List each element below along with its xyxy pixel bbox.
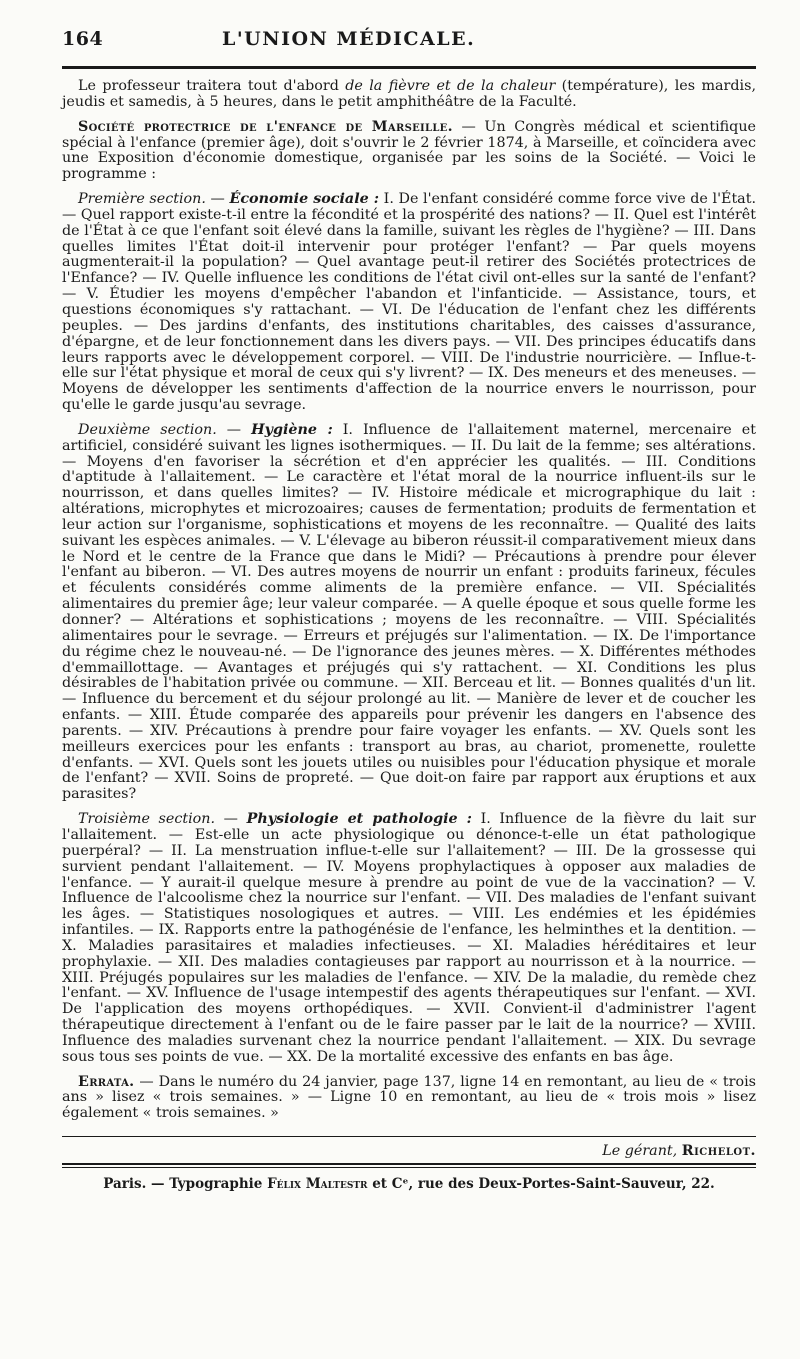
section-paragraph-1: Première section. — Économie sociale : I. De l'enfant considéré comme force vive de l'État. — Quel rapport existe-t-il entre la fécondité et la prospérité des nations? — II. Quel est l'intérêt de l'État à ce que l'enfant soit élevé dans la famille, suivant les règles de l'hygiène? — III. Dans quelles limites l'État doit-il intervenir pour protéger l'enfant? — Par quels moyens augmenterait-il la population? — Quel avantage peut-il retirer des Sociétés protectrices de l'Enfance? — IV. Quelle influence les conditions de l'état civil ont-elles sur la santé de l'enfant? — V. Étudier les moyens d'empêcher l'abandon et l'infanticide. — Assistance, tours, et questions économiques s'y rattachant. — VI. De l'éducation de l'enfant chez les différents peuples. — Des jardins d'enfants, des institutions charitables, des caisses d'assurance, d'épargne, et de leur fonctionnement dans les divers pays. — VII. Des principes éducatifs dans leurs rapports avec le développement corporel. — VIII. De l'industrie nourricière. — Influe-t-elle sur l'état physique et moral de ceux qui s'y livrent? — IX. Des meneurs et des meneuses. — Moyens de développer les sentiments d'affection de la nourrice envers le nourrisson, pour qu'elle le garde jusqu'au sevrage. bbox=[62, 191, 756, 414]
printer-imprint: Paris. — Typographie Félix Maltestr et Cᵉ, rue des Deux-Portes-Saint-Sauveur, 22. bbox=[103, 1176, 715, 1193]
section-subtitle: Hygiène : bbox=[251, 421, 333, 438]
printer-name: Félix Maltestr bbox=[267, 1176, 368, 1193]
body-text bbox=[62, 79, 756, 1122]
page-header bbox=[62, 28, 756, 58]
signature-name: Richelot. bbox=[681, 1143, 756, 1160]
errata-paragraph: Errata. — Dans le numéro du 24 janvier, page 137, ligne 14 en remontant, au lieu de « trois ans » lisez « trois semaines. » — Ligne 10 en remontant, au lieu de « trois mois » lisez également « trois semaines. » bbox=[62, 1073, 756, 1122]
signature-role: Le gérant, bbox=[602, 1143, 678, 1160]
announcement-paragraph: Société protectrice de l'enfance de Marseille. — Un Congrès médical et scientifique spécial à l'enfance (premier âge), doit s'ouvrir le 2 février 1874, à Marseille, et coïncidera avec une Exposition d'économie domestique, organisée par les soins de la Société. — Voici le programme : bbox=[62, 118, 757, 183]
section-subtitle: Physiologie et pathologie : bbox=[246, 811, 472, 828]
intro-paragraph: Le professeur traitera tout d'abord de la fièvre et de la chaleur (température), les mardis, jeudis et samedis, à 5 heures, dans le petit amphithéâtre de la Faculté. bbox=[62, 78, 756, 110]
announcement-label: Société protectrice de l'enfance de Marseille. bbox=[78, 118, 453, 135]
section-paragraph-3: Troisième section. — Physiologie et pathologie : I. Influence de la fièvre du lait sur l'allaitement. — Est-elle un acte physiologique ou dénonce-t-elle un état pathologique puerpéral? — II. La menstruation influe-t-elle sur l'allaitement? — III. De la grossesse qui survient pendant l'allaitement. — IV. Moyens prophylactiques à opposer aux maladies de l'enfance. — Y aurait-il quelque mesure à prendre au point de vue de la vaccination? — V. Influence de l'alcoolisme chez la nourrice sur l'enfant. — VII. Des maladies de l'enfant suivant les âges. — Statistiques nosologiques et autres. — VIII. Les endémies et les épidémies infantiles. — IX. Rapports entre la pathogénésie de l'enfance, les helminthes et la dentition. — X. Maladies parasitaires et maladies infectieuses. — XI. Maladies héréditaires et leur prophylaxie. — XII. Des maladies contagieuses par rapport au nourrisson et à la nourrice. — XIII. Préjugés populaires sur les maladies de l'enfance. — XIV. De la maladie, du remède chez l'enfant. — XV. Influence de l'usage intempestif des agents thérapeutiques sur l'enfant. — XVI. De l'application des moyens orthopédiques. — XVII. Convient-il d'administrer l'agent thérapeutique directement à l'enfant ou de le faire passer par le lait de la nourrice? — XVIII. Influence des maladies survenant chez la nourrice pendant l'allaitement. — XIX. Du sevrage sous tous ses points de vue. — XX. De la mortalité excessive des enfants en bas âge. bbox=[62, 811, 757, 1065]
running-title: L'UNION MÉDICALE. bbox=[222, 28, 476, 50]
section-title: Troisième section. bbox=[78, 811, 216, 828]
section-subtitle: Économie sociale : bbox=[229, 191, 380, 208]
section-title: Deuxième section. bbox=[78, 421, 217, 438]
section-title: Première section. bbox=[78, 191, 206, 208]
errata-label: Errata. bbox=[78, 1073, 135, 1090]
signature bbox=[62, 1143, 756, 1159]
page-number: 164 bbox=[62, 28, 104, 50]
imprint-rule bbox=[62, 1163, 756, 1168]
intro-topic: de la fièvre et de la chaleur bbox=[345, 78, 556, 94]
header-rule bbox=[62, 66, 756, 69]
footer-rule bbox=[62, 1136, 756, 1137]
section-paragraph-2: Deuxième section. — Hygiène : I. Influence de l'allaitement maternel, mercenaire et artificiel, considéré suivant les lignes isothermiques. — II. Du lait de la femme; ses altérations. — Moyens d'en favoriser la sécrétion et d'en apprécier les qualités. — III. Conditions d'aptitude à l'allaitement. — Le caractère et l'état moral de la nourrice influent-ils sur le nourrisson, et dans quelles limites? — IV. Histoire médicale et micrographique du lait : altérations, microphytes et microzoaires; causes de fermentation; produits de fermentation et leur action sur l'organisme, sophistications et moyens de les reconnaître. — Qualité des laits suivant les espèces animales. — V. L'élevage au biberon réussit-il comparativement mieux dans le Nord et le centre de la France que dans le Midi? — Précautions à prendre pour élever l'enfant au biberon. — VI. Des autres moyens de nourrir un enfant : produits farineux, fécules et féculents considérés comme aliments de la première enfance. — VII. Spécialités alimentaires du premier âge; leur valeur comparée. — A quelle époque et sous quelle forme les donner? — Altérations et sophistications ; moyens de les reconnaître. — VIII. Spécialités alimentaires pour le sevrage. — Erreurs et préjugés sur l'alimentation. — IX. De l'importance du régime chez le nouveau-né. — De l'ignorance des jeunes mères. — X. Différentes méthodes d'emmaillottage. — Avantages et préjugés qui s'y rattachent. — XI. Conditions les plus désirables de l'habitation privée ou commune. — XII. Berceau et lit. — Bonnes qualités d'un lit. — Influence du bercement et du séjour prolongé au lit. — Manière de lever et de coucher les enfants. — XIII. Étude comparée des appareils pour prévenir les dangers en l'absence des parents. — XIV. Précautions à prendre pour faire voyager les enfants. — XV. Quels sont les meilleurs exercices pour les enfants : transport au bras, au chariot, promenette, roulette d'enfants. — XVI. Quels sont les jouets utiles ou nuisibles pour l'éducation physique et morale de l'enfant? — XVII. Soins de propreté. — Que doit-on faire par rapport aux éruptions et aux parasites? bbox=[62, 421, 756, 803]
